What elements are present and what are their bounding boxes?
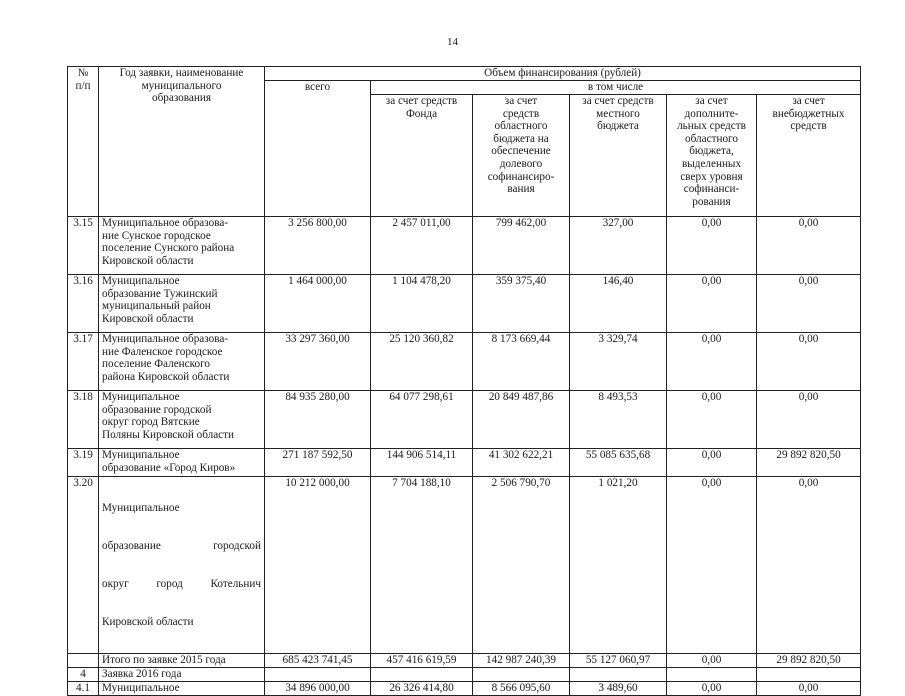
- row-name-word: образование: [102, 539, 161, 552]
- row-local: 146,40: [570, 275, 667, 333]
- row-total: 271 187 592,50: [265, 449, 371, 477]
- table-row: [68, 682, 861, 696]
- row-local: 8 493,53: [570, 391, 667, 449]
- row-total: 3 256 800,00: [265, 217, 371, 275]
- section-empty: [667, 668, 757, 682]
- row-local: 1 021,20: [570, 477, 667, 654]
- row-name-line: Кировской области: [102, 615, 194, 628]
- row-extrabudget: 0,00: [757, 217, 861, 275]
- row-name: Муниципальное образование Тужинский муниципальный район Кировской области: [99, 275, 265, 333]
- row-additional: 0,00: [667, 275, 757, 333]
- header-extrabudget: за счет внебюджетных средств: [757, 95, 861, 217]
- header-total: всего: [265, 81, 371, 217]
- row-regional: 2 506 790,70: [473, 477, 570, 654]
- row-fund: 7 704 188,10: [371, 477, 473, 654]
- section-num: 4: [68, 668, 99, 682]
- row-name-line: Муниципальное: [102, 502, 180, 515]
- row-total: 34 896 000,00: [265, 682, 371, 696]
- row-extrabudget: 0,00: [757, 275, 861, 333]
- row-num: 3.15: [68, 217, 99, 275]
- row-num: 3.17: [68, 333, 99, 391]
- header-num: № п/п: [68, 67, 99, 217]
- total-row: [68, 654, 861, 668]
- row-name-word: округ: [102, 577, 129, 590]
- row-regional: 359 375,40: [473, 275, 570, 333]
- row-additional: 0,00: [667, 477, 757, 654]
- row-fund: 25 120 360,82: [371, 333, 473, 391]
- row-name: Муниципальное образование «Город Киров»: [99, 449, 265, 477]
- header-funding: Объем финансирования (рублей): [265, 67, 861, 81]
- row-fund: 1 104 478,20: [371, 275, 473, 333]
- row-fund: 26 326 414,80: [371, 682, 473, 696]
- row-num: 3.18: [68, 391, 99, 449]
- section-empty: [265, 668, 371, 682]
- total-extrabudget: 29 892 820,50: [757, 654, 861, 668]
- header-fund: за счет средств Фонда: [371, 95, 473, 217]
- row-fund: 144 906 514,11: [371, 449, 473, 477]
- row-total: 84 935 280,00: [265, 391, 371, 449]
- row-regional: 8 173 669,44: [473, 333, 570, 391]
- row-local: 3 329,74: [570, 333, 667, 391]
- section-empty: [570, 668, 667, 682]
- row-name: Муниципальное образова- ние Фаленское городское поселение Фаленского района Кировской области: [99, 333, 265, 391]
- row-total: 33 297 360,00: [265, 333, 371, 391]
- row-extrabudget: 0,00: [757, 682, 861, 696]
- row-extrabudget: 0,00: [757, 333, 861, 391]
- row-extrabudget: 0,00: [757, 391, 861, 449]
- row-name: [99, 477, 265, 654]
- total-total: 685 423 741,45: [265, 654, 371, 668]
- row-num: 3.16: [68, 275, 99, 333]
- row-name: Муниципальное образование городской округ город Вятские Поляны Кировской области: [99, 391, 265, 449]
- header-regional: за счет средств областного бюджета на обеспечение долевого софинансиро- вания: [473, 95, 570, 217]
- row-local: 55 085 635,68: [570, 449, 667, 477]
- row-local: 3 489,60: [570, 682, 667, 696]
- table-row: [68, 477, 861, 654]
- row-extrabudget: 29 892 820,50: [757, 449, 861, 477]
- table-row: [68, 449, 861, 477]
- row-regional: 20 849 487,86: [473, 391, 570, 449]
- header-local: за счет средств местного бюджета: [570, 95, 667, 217]
- row-regional: 799 462,00: [473, 217, 570, 275]
- row-total: 1 464 000,00: [265, 275, 371, 333]
- row-name-word: городской: [213, 539, 261, 552]
- section-empty: [757, 668, 861, 682]
- header-name: Год заявки, наименование муниципального образования: [99, 67, 265, 217]
- row-fund: 2 457 011,00: [371, 217, 473, 275]
- table-row: [68, 217, 861, 275]
- row-name-line: [102, 578, 261, 591]
- row-additional: 0,00: [667, 449, 757, 477]
- row-name: Муниципальное образова- ние Сунское городское поселение Сунского района Кировской области: [99, 217, 265, 275]
- total-num: [68, 654, 99, 668]
- table-row: [68, 391, 861, 449]
- row-additional: 0,00: [667, 682, 757, 696]
- table-row: [68, 275, 861, 333]
- page-number: 14: [447, 36, 458, 48]
- row-num: 3.19: [68, 449, 99, 477]
- row-extrabudget: 0,00: [757, 477, 861, 654]
- section-empty: [473, 668, 570, 682]
- financing-table: [67, 66, 861, 696]
- row-additional: 0,00: [667, 217, 757, 275]
- row-additional: 0,00: [667, 391, 757, 449]
- row-name-word: Котельнич: [210, 577, 261, 590]
- section-label: Заявка 2016 года: [99, 668, 265, 682]
- section-empty: [371, 668, 473, 682]
- row-name: Муниципальное: [99, 682, 265, 696]
- row-num: 4.1: [68, 682, 99, 696]
- total-additional: 0,00: [667, 654, 757, 668]
- row-num: 3.20: [68, 477, 99, 654]
- header-including: в том числе: [371, 81, 861, 95]
- row-regional: 41 302 622,21: [473, 449, 570, 477]
- row-local: 327,00: [570, 217, 667, 275]
- section-row: [68, 668, 861, 682]
- total-local: 55 127 060,97: [570, 654, 667, 668]
- row-name-line: [102, 540, 261, 553]
- total-label: Итого по заявке 2015 года: [99, 654, 265, 668]
- row-total: 10 212 000,00: [265, 477, 371, 654]
- header-additional: за счет дополните- льных средств областного бюджета, выделенных сверх уровня софинанси- рования: [667, 95, 757, 217]
- row-regional: 8 566 095,60: [473, 682, 570, 696]
- total-regional: 142 987 240,39: [473, 654, 570, 668]
- row-additional: 0,00: [667, 333, 757, 391]
- table-row: [68, 333, 861, 391]
- row-fund: 64 077 298,61: [371, 391, 473, 449]
- total-fund: 457 416 619,59: [371, 654, 473, 668]
- row-name-word: город: [156, 577, 183, 590]
